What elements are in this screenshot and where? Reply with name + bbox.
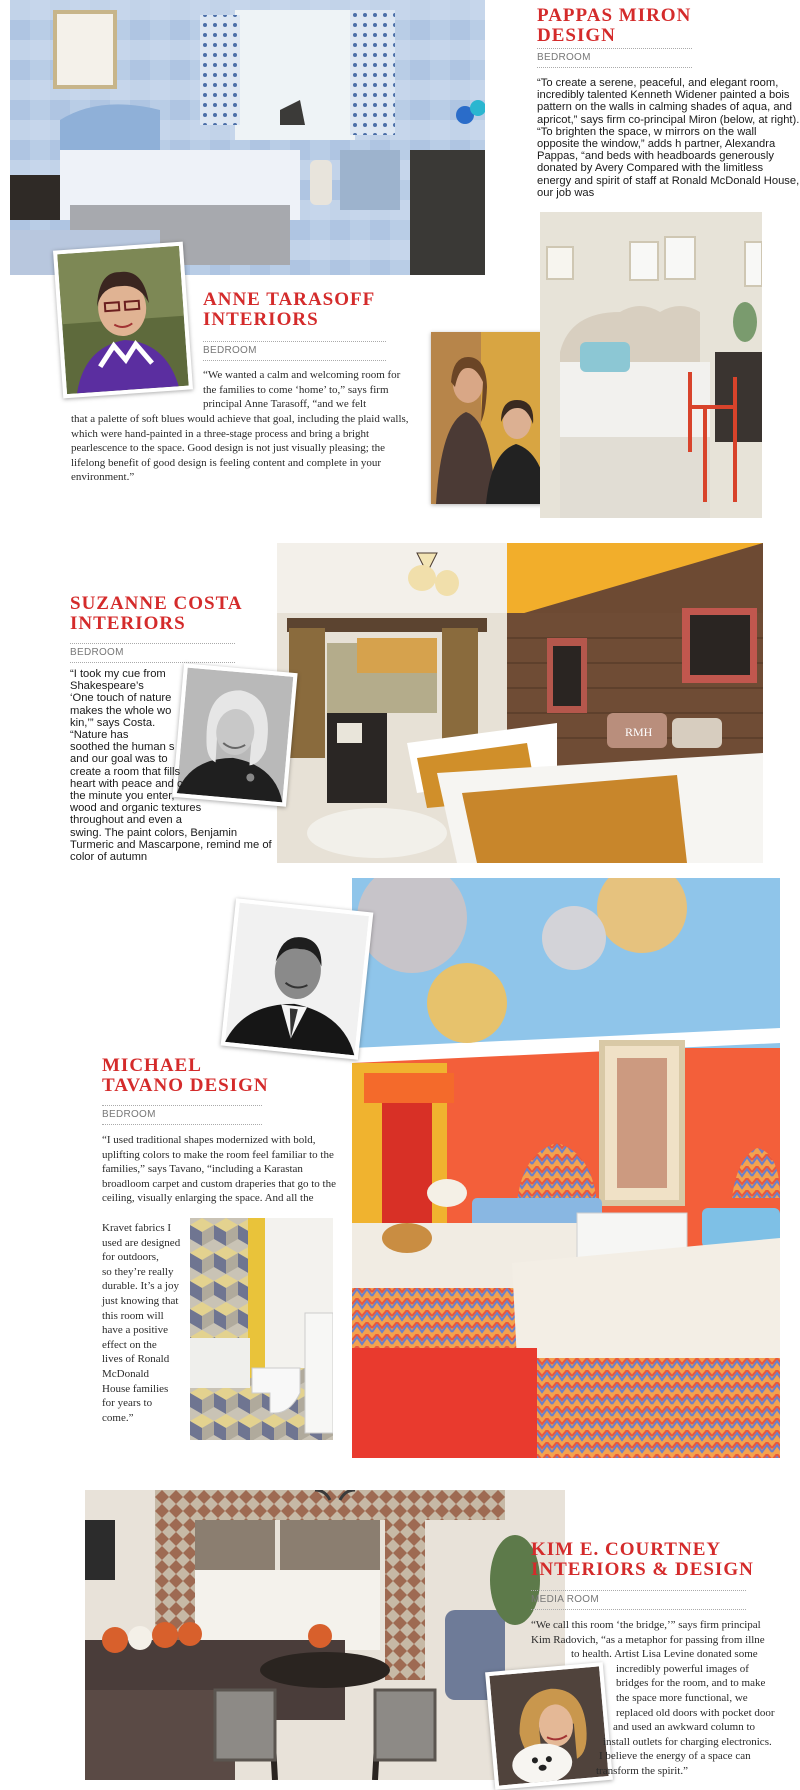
courtney-line: replaced old doors with pocket door	[616, 1706, 775, 1719]
courtney-line: “We call this room ‘the bridge,’” says firm principal	[531, 1619, 761, 1631]
costa-line: “Nature has	[70, 729, 129, 741]
pappas-miron-category: BEDROOM	[537, 48, 692, 68]
anne-tarasoff-title: ANNE TARASOFF INTERIORS	[203, 289, 376, 330]
tavano-line: lives of Ronald	[102, 1353, 170, 1366]
suzanne-costa-category: BEDROOM	[70, 643, 235, 663]
costa-line: makes the whole wo	[70, 704, 172, 717]
costa-line: color of autumn	[70, 851, 148, 863]
costa-line: heart with peace and c	[70, 777, 183, 790]
photo-bathroom	[190, 1218, 333, 1440]
tavano-line: used are designed	[102, 1236, 181, 1249]
michael-tavano-portrait	[221, 898, 374, 1060]
pappas-miron-title: PAPPAS MIRON DESIGN	[537, 5, 692, 46]
suzanne-costa-title: SUZANNE COSTA INTERIORS	[70, 593, 243, 634]
tavano-line: come.”	[102, 1411, 134, 1424]
tavano-line: just knowing that	[102, 1295, 179, 1307]
courtney-line: bridges for the room, and to make	[616, 1677, 766, 1690]
anne-tarasoff-category: BEDROOM	[203, 341, 386, 361]
costa-line: Turmeric and Mascarpone, remind me of	[70, 838, 272, 851]
rmh-pillow-text: RMH	[625, 725, 653, 739]
costa-line: swing. The paint colors, Benjamin	[70, 826, 238, 839]
courtney-line: and used an awkward column to	[613, 1721, 756, 1734]
anne-tarasoff-body-top: “We wanted a calm and welcoming room for the families to come ‘home’ to,” says firm principal Anne Tarasoff, “and we felt	[203, 369, 401, 411]
courtney-line: transform the spirit.”	[596, 1765, 688, 1777]
photo-blue-bedroom	[10, 0, 485, 275]
tavano-line: Kravet fabrics I	[102, 1222, 172, 1234]
tavano-line: durable. It’s a joy	[102, 1280, 179, 1293]
costa-line: kin,’” says Costa.	[70, 716, 156, 729]
costa-line: ‘One touch of nature	[70, 692, 172, 705]
costa-line: and our goal was to	[70, 753, 168, 766]
courtney-line: incredibly powerful images of	[616, 1662, 749, 1675]
tavano-line: this room will	[102, 1309, 164, 1322]
courtney-line: Kim Radovich, “as a metaphor for passing from illne	[531, 1633, 765, 1646]
michael-tavano-category: BEDROOM	[102, 1105, 262, 1125]
kim-courtney-title: KIM E. COURTNEY INTERIORS & DESIGN	[531, 1539, 754, 1580]
pappas-miron-portrait	[431, 332, 552, 504]
courtney-line: to health. Artist Lisa Levine donated some	[571, 1648, 758, 1661]
pappas-miron-body: “To create a serene, peaceful, and elegant room, incredibly talented Kenneth Widener painted a bois pattern on the walls in calming shades of aqua, and apricot,” says firm co-principal Miron (below, at right). “To brighten the space, w mirrors on the wall opposite the window,” adds h partner, Alexandra Pappas, “and beds with headboards generously donated by Avery Compared with the limitless energy and spirit of staff at Ronald McDonald House, our job was	[537, 77, 800, 199]
tavano-line: effect on the	[102, 1338, 157, 1351]
costa-line: create a room that fills	[70, 765, 181, 778]
suzanne-costa-portrait	[172, 663, 297, 806]
costa-line: throughout and even a	[70, 814, 182, 827]
courtney-line: install outlets for charging electronics.	[603, 1735, 772, 1748]
photo-rustic-bedroom	[277, 543, 763, 863]
michael-tavano-body-top: “I used traditional shapes modernized with bold, uplifting colors to make the room feel familiar to the families,” says Tavano, “including a Karastan broadloom carpet and custom draperies that go to the ceiling, visually enlarging the space. And all the	[102, 1134, 336, 1205]
anne-tarasoff-body-bottom: that a palette of soft blues would achieve that goal, including the plaid walls, which were hand-painted in a three-stage process and bring a bright pearlescence to the space. Good design is not just visually pleasing; the lifelong benefit of good design is feeling content and complete in your environment.”	[71, 413, 409, 484]
tavano-line: for outdoors,	[102, 1251, 159, 1264]
costa-line: wood and organic textures	[70, 802, 202, 815]
photo-orange-bedroom	[352, 878, 780, 1458]
courtney-line: I believe the energy of a space can	[599, 1750, 751, 1763]
kim-courtney-portrait	[485, 1662, 613, 1790]
costa-line: the minute you enter,	[70, 790, 175, 802]
costa-line: Shakespeare’s	[70, 680, 144, 693]
tavano-line: have a positive	[102, 1324, 168, 1337]
costa-line: “I took my cue from	[70, 668, 166, 680]
michael-tavano-title: MICHAEL TAVANO DESIGN	[102, 1055, 269, 1096]
tavano-line: so they’re really	[102, 1265, 174, 1278]
tavano-line: House families	[102, 1382, 169, 1395]
courtney-line: the space more functional, we	[616, 1692, 748, 1704]
photo-aqua-bedroom	[540, 212, 762, 518]
tavano-line: for years to	[102, 1397, 153, 1410]
anne-tarasoff-portrait	[53, 242, 193, 399]
tavano-line: McDonald	[102, 1368, 150, 1380]
costa-line: soothed the human s	[70, 741, 175, 754]
kim-courtney-category: MEDIA ROOM	[531, 1590, 746, 1610]
